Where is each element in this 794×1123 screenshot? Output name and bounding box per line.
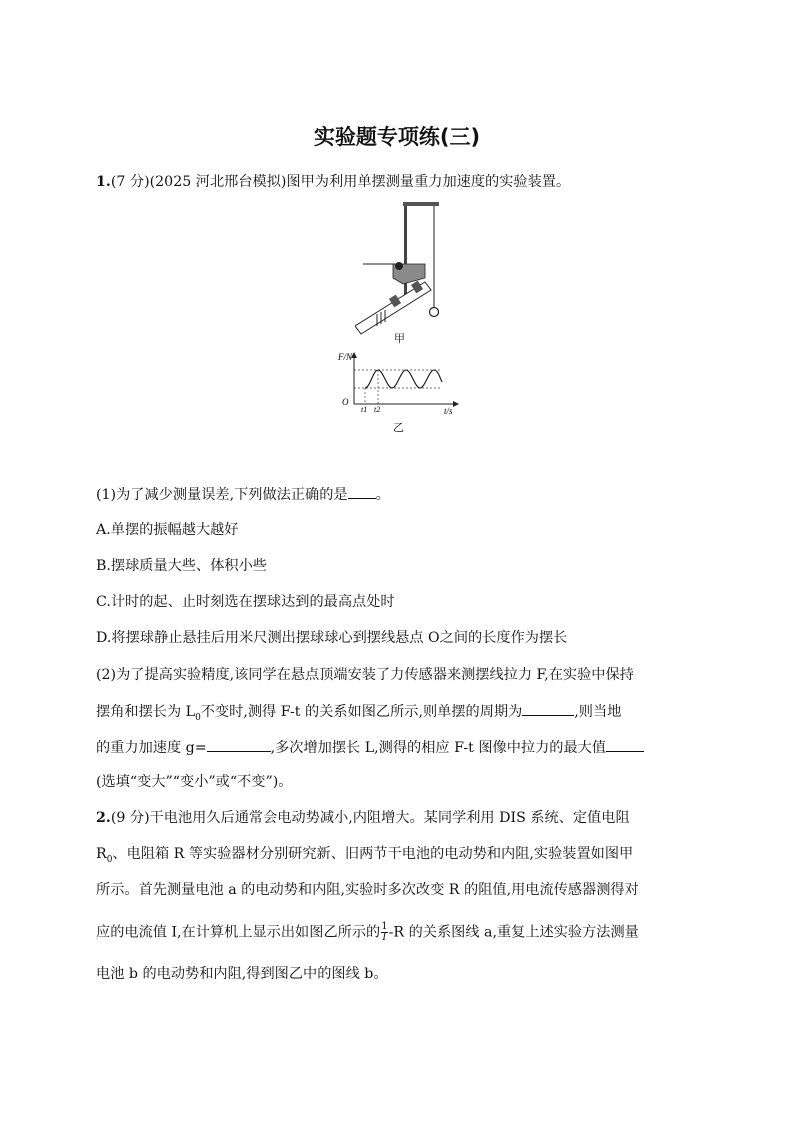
- answer-blank-g[interactable]: [207, 737, 271, 752]
- fig-jia-label: 甲: [394, 332, 405, 345]
- option-c: C.计时的起、止时刻选在摆球达到的最高点处时: [96, 594, 395, 610]
- y-axis-label: F/N: [338, 352, 353, 362]
- q2-l2a: R: [96, 846, 107, 862]
- q1-part1-stem: [96, 484, 390, 505]
- q2-line1-text: (9 分)干电池用久后通常会电动势减小,内阻增大。某同学利用 DIS 系统、定值电阻: [110, 810, 630, 826]
- frac-numerator: 1: [381, 921, 388, 932]
- q1-p2-l2a: 摆角和摆长为 L: [96, 704, 196, 720]
- q2-line5: 电池 b 的电动势和内阻,得到图乙中的图线 b。: [96, 966, 388, 982]
- q2-l2b: 、电阻箱 R 等实验器材分别研究新、旧两节干电池的电动势和内阻,实验装置如图甲: [112, 846, 634, 862]
- origin-label: O: [342, 397, 349, 407]
- q1-header: [96, 172, 570, 192]
- one-over-i-fraction: [381, 922, 387, 943]
- q1-p2-l2sub: 0: [195, 712, 201, 723]
- answer-blank-period[interactable]: [522, 701, 574, 716]
- q1-part2-line4: (选填“变大”“变小”或“不变”)。: [96, 774, 293, 790]
- q2-l4a: 应的电流值 I,在计算机上显示出如图乙所示的: [96, 924, 381, 941]
- q1-number: 1.: [96, 174, 111, 190]
- t2-label: t2: [374, 405, 381, 414]
- q2-line4: [96, 922, 639, 943]
- q1-p2-l2b: 不变时,测得 F-t 的关系如图乙所示,则单摆的周期为: [200, 704, 523, 720]
- q2-line3: 所示。首先测量电池 a 的电动势和内阻,实验时多次改变 R 的阻值,用电流传感器测得对: [96, 882, 639, 898]
- q1-part2-line2: [96, 701, 621, 728]
- q2-l4b: -R 的关系图线 a,重复上述实验方法测量: [388, 924, 639, 941]
- q1-part1-text: (1)为了减少测量误差,下列做法正确的是: [96, 487, 348, 503]
- x-axis-label: t/s: [444, 406, 453, 416]
- option-d: D.将摆球静止悬挂后用米尺测出摆球球心到摆线悬点 O之间的长度作为摆长: [96, 630, 568, 646]
- t1-label: t1: [361, 405, 368, 414]
- q1-p2-l3b: ,多次增加摆长 L,测得的相应 F-t 图像中拉力的最大值: [270, 740, 607, 756]
- q1-part1-end: 。: [375, 487, 390, 503]
- stand-pole: [404, 202, 407, 304]
- answer-blank-1[interactable]: [348, 484, 376, 499]
- answer-blank-max[interactable]: [606, 737, 644, 752]
- q1-part2-line3: [96, 737, 644, 758]
- pendulum-apparatus-figure: [355, 198, 445, 346]
- q1-p2-l3a: 的重力加速度 g=: [96, 740, 207, 756]
- fig-yi-label: 乙: [393, 421, 404, 434]
- q2-line2: [96, 844, 633, 870]
- q2-line1: [96, 808, 630, 828]
- frac-denominator: I: [382, 932, 387, 943]
- force-curve: [365, 370, 442, 388]
- option-b: B.摆球质量大些、体积小些: [96, 558, 267, 574]
- q1-part2-line1: (2)为了提高实验精度,该同学在悬点顶端安装了力传感器来测摆线拉力 F,在实验中保持: [96, 667, 634, 683]
- stand-arm: [403, 202, 439, 206]
- page-title: 实验题专项练(三): [313, 125, 481, 149]
- q2-number: 2.: [96, 810, 111, 826]
- clamp-knob: [395, 262, 403, 270]
- q1-p2-l2c: ,则当地: [574, 704, 622, 720]
- force-time-graph: [330, 350, 466, 416]
- q1-header-text: (7 分)(2025 河北邢台模拟)图甲为利用单摆测量重力加速度的实验装置。: [110, 174, 571, 190]
- option-a: A.单摆的振幅越大越好: [96, 522, 239, 538]
- q2-l2sub: 0: [106, 854, 113, 865]
- pendulum-bob: [430, 308, 439, 317]
